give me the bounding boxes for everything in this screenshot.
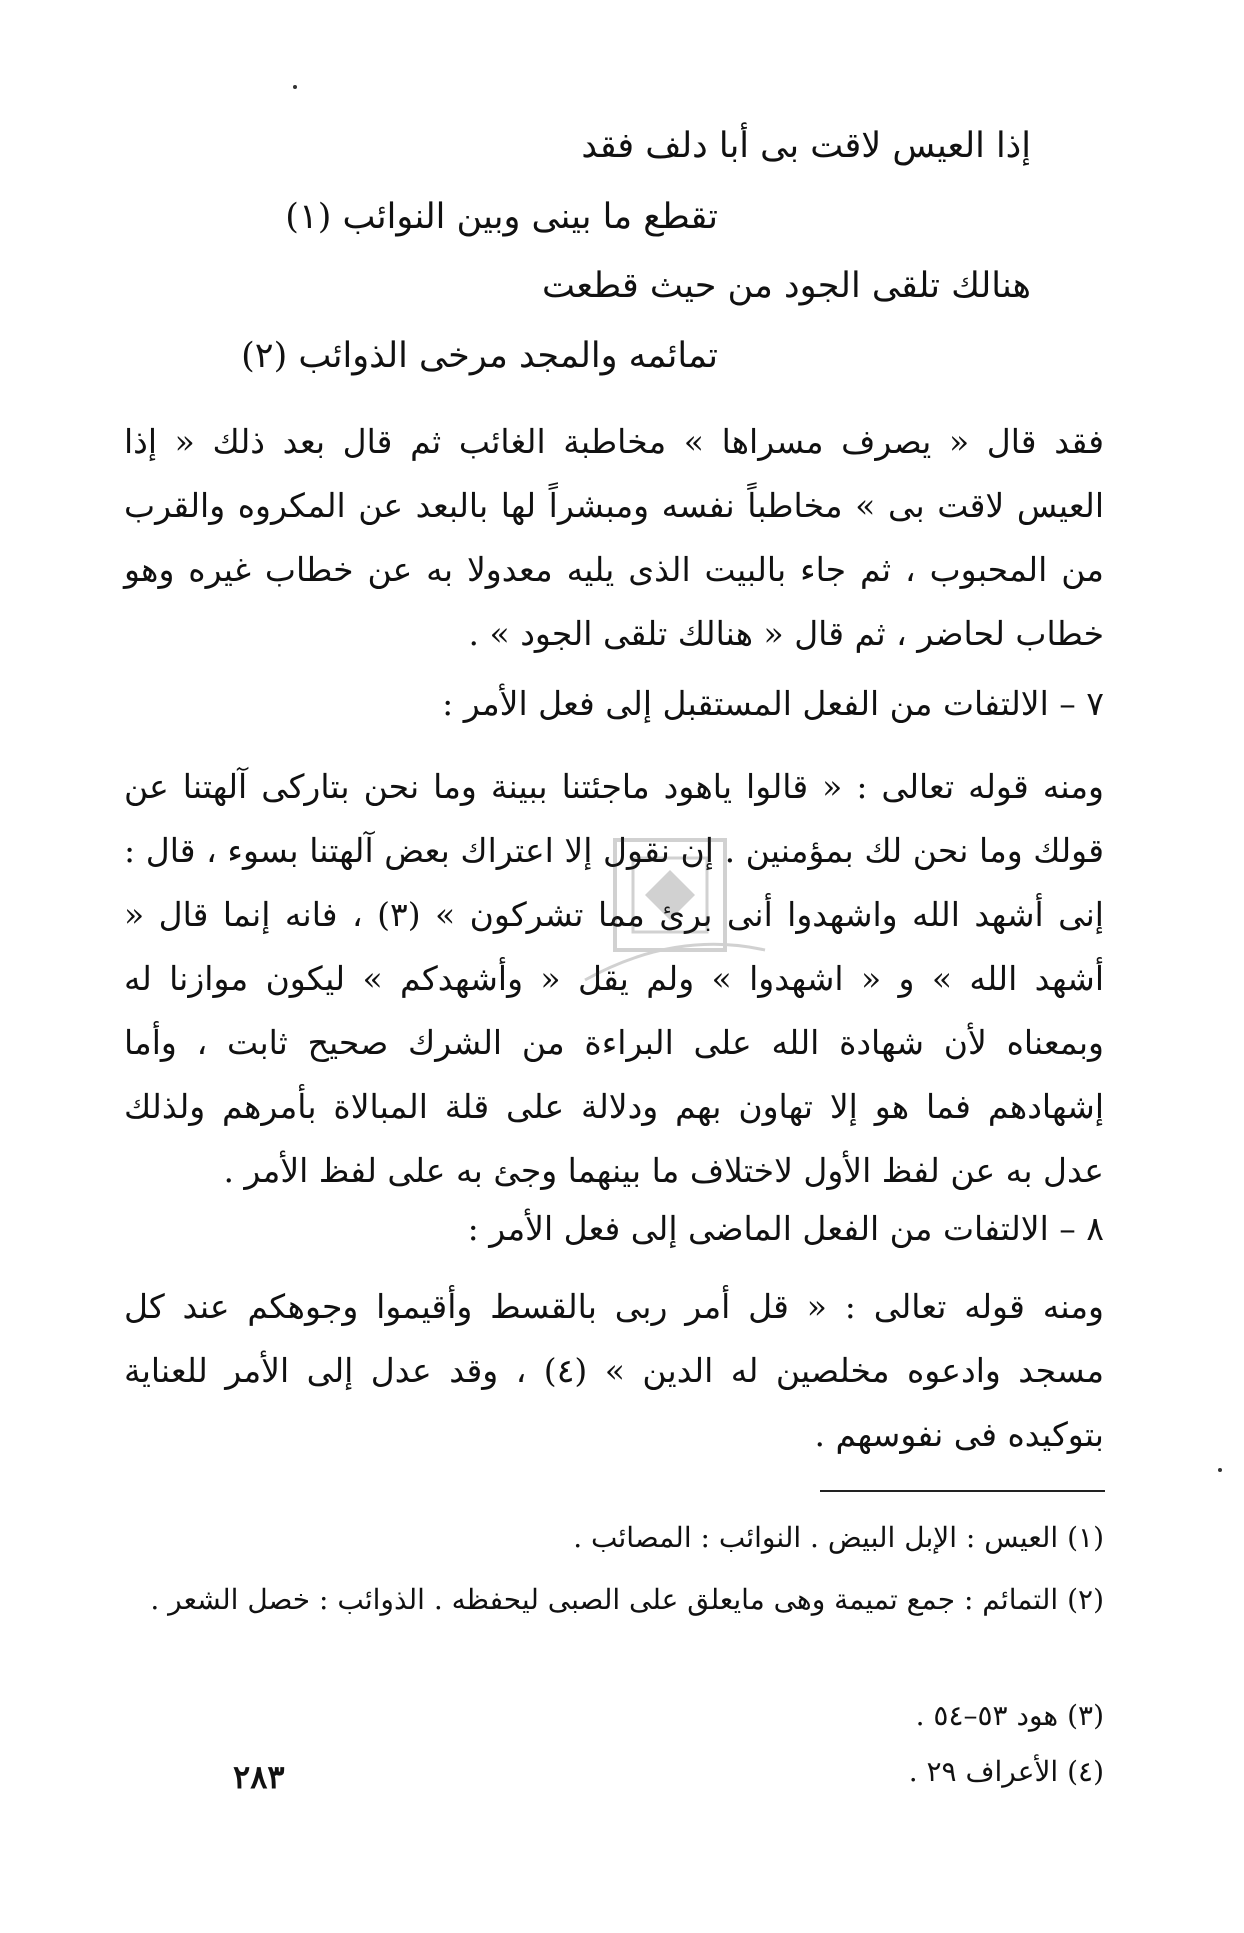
verse-1-first-hemistich: إذا العيس لاقت بى أبا دلف فقد [581,126,1031,166]
page-number: ٢٨٣ [233,1758,285,1796]
section-heading-8: ٨ – الالتفات من الفعل الماضى إلى فعل الأمر : [467,1209,1104,1248]
footnote-separator [820,1490,1105,1492]
speck-mark [293,85,297,89]
library-stamp-watermark [575,830,770,985]
paragraph-commentary-3: ومنه قوله تعالى : « قل أمر ربى بالقسط وأقيموا وجوهكم عند كل مسجد وادعوه مخلصين له الدين » (٤) ، وقد عدل إلى الأمر للعناية بتوكيده فى نفوسهم . [124,1287,1104,1454]
verse-2-second-hemistich: تمائمه والمجد مرخى الذوائب (٢) [241,336,718,376]
footnote-3: (٣) هود ٥٣–٥٤ . [915,1699,1104,1732]
footnote-2: (٢) التمائم : جمع تميمة وهى مايعلق على الصبى ليحفظه . الذوائب : خصل الشعر . [150,1583,1104,1616]
paragraph-commentary-1: فقد قال « يصرف مسراها » مخاطبة الغائب ثم قال بعد ذلك « إذا العيس لاقت بى » مخاطباً نفسه ومبشراً لها بالبعد عن المكروه والقرب من المحبوب ، ثم جاء بالبيت الذى يليه معدولا به عن خطاب غيره وهو خطاب لحاضر ، ثم قال « هنالك تلقى الجود » . [124,422,1104,653]
speck-mark [1218,1468,1222,1472]
verse-1-second-hemistich: تقطع ما بينى وبين النوائب (١) [285,197,718,237]
verse-2-first-hemistich: هنالك تلقى الجود من حيث قطعت [542,266,1031,306]
paragraph-commentary-2: ومنه قوله تعالى : « قالوا ياهود ماجئتنا ببينة وما نحن بتاركى آلهتنا عن قولك وما نحن لك بمؤمنين . إن نقول إلا اعتراك بعض آلهتنا بسوء ، قال : إنى أشهد الله واشهدوا أنى برئ مما تشركون » (٣) ، فانه إنما قال « أشهد الله » و « اشهدوا » ولم يقل « وأشهدكم » ليكون موازنا له وبمعناه لأن شهادة الله على البراءة من الشرك صحيح ثابت ، وأما إشهادهم فما هو إلا تهاون بهم ودلالة على قلة المبالاة بأمرهم ولذلك عدل به عن لفظ الأول لاختلاف ما بينهما وجئ به على لفظ الأمر . [124,767,1104,1190]
section-heading-7: ٧ – الالتفات من الفعل المستقبل إلى فعل الأمر : [442,684,1104,723]
footnote-4: (٤) الأعراف ٢٩ . [908,1755,1104,1788]
footnote-1: (١) العيس : الإبل البيض . النوائب : المصائب . [573,1521,1104,1554]
